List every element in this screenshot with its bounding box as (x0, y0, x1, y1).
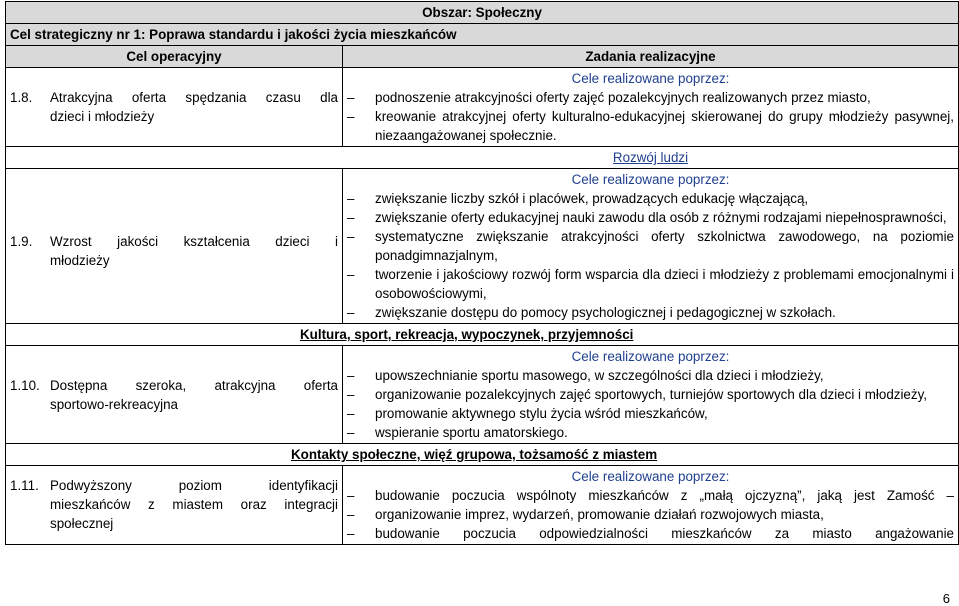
goal-number: 1.9. (10, 234, 33, 249)
column-header-row (6, 46, 959, 68)
goal-title-line: Dostępna szeroka, atrakcyjna oferta (50, 377, 338, 393)
task-item: – upowszechnianie sportu masowego, w szczególności dla dzieci i młodzieży, (347, 368, 824, 383)
page-number: 6 (942, 591, 950, 606)
goal-title-line: młodzieży (50, 253, 110, 268)
task-item: – kreowanie atrakcyjnej oferty kulturalno-edukacyjnej skierowanej do grupy młodzieży pasywnej, niezaangażowanej społecznie. (347, 109, 954, 143)
goal-number: 1.10. (10, 377, 40, 393)
task-item: – zwiększanie dostępu do pomocy psychologicznej i pedagogicznej w szkołach. (347, 305, 836, 320)
goal-realized-label: Cele realizowane poprzez: (571, 469, 730, 484)
dash-bullet-icon: – (347, 109, 355, 124)
goal-title-line: Wzrost jakości kształcenia dzieci i (50, 234, 338, 249)
section-row (6, 147, 959, 169)
dash-bullet-icon: – (347, 425, 355, 440)
section-row (6, 444, 959, 466)
goal-row-1-9 (6, 169, 959, 324)
column-header-operational: Cel operacyjny (6, 46, 343, 68)
section-heading: Rozwój ludzi (612, 150, 689, 165)
operational-goal-cell (6, 169, 343, 324)
goal-title-line: Atrakcyjna oferta spędzania czasu dla (50, 90, 338, 105)
task-item: – wspieranie sportu amatorskiego. (347, 425, 568, 440)
dash-bullet-icon: – (347, 267, 355, 282)
strategic-goal: Cel strategiczny nr 1: Poprawa standardu i jakości życia mieszkańców (6, 24, 959, 46)
dash-bullet-icon: – (347, 488, 355, 503)
tasks-cell (343, 346, 959, 444)
task-item: – podnoszenie atrakcyjności oferty zajęć pozalekcyjnych realizowanych przez miasto, (347, 90, 871, 105)
tasks-cell (343, 466, 959, 545)
dash-bullet-icon: – (347, 368, 355, 383)
column-header-tasks: Zadania realizacyjne (343, 46, 959, 68)
task-list (347, 88, 954, 145)
area-row (6, 2, 959, 24)
task-item: – zwiększanie oferty edukacyjnej nauki zawodu dla osób z różnymi rodzajami niepełnosprawności, (347, 210, 947, 225)
section-cell (6, 444, 959, 466)
operational-goal-cell (6, 466, 343, 545)
task-list (347, 189, 954, 322)
goal-title-line: sportowo-rekreacyjna (50, 396, 179, 412)
goal-title-line: społecznej (50, 516, 114, 531)
goal-title-line: dzieci i młodzieży (50, 109, 155, 124)
task-list (347, 486, 954, 543)
goal-realized-label: Cele realizowane poprzez: (571, 172, 730, 187)
goal-realized-label: Cele realizowane poprzez: (571, 71, 730, 86)
dash-bullet-icon: – (347, 526, 355, 541)
task-item: – systematyczne zwiększanie atrakcyjności oferty szkolnictwa zawodowego, na poziomie ponadgimnazjalnym, (347, 229, 954, 263)
dash-bullet-icon: – (347, 387, 355, 402)
tasks-cell (343, 68, 959, 147)
section-heading: Kultura, sport, rekreacja, wypoczynek, przyjemności (300, 327, 634, 342)
goal-row-1-8 (6, 68, 959, 147)
task-item: – tworzenie i jakościowy rozwój form wsparcia dla dzieci i młodzieży z problemami emocjonalnymi i osobowościowymi, (347, 267, 954, 301)
goal-row-1-11 (6, 466, 959, 545)
tasks-cell (343, 169, 959, 324)
task-item: – budowanie poczucia wspólnoty mieszkańców z „małą ojczyzną”, jaką jest Zamość – (347, 488, 954, 503)
goal-title-line: Podwyższony poziom identyfikacji (50, 478, 338, 493)
operational-goal-cell (6, 68, 343, 147)
goal-row-1-10 (6, 346, 959, 444)
task-item: – organizowanie pozalekcyjnych zajęć sportowych, turniejów sportowych dla dzieci i młodzieży, (347, 387, 927, 402)
task-item: – zwiększanie liczby szkół i placówek, prowadzących edukację włączającą, (347, 191, 809, 206)
dash-bullet-icon: – (347, 191, 355, 206)
section-heading: Kontakty społeczne, więź grupowa, tożsamość z miastem (291, 447, 658, 462)
dash-bullet-icon: – (347, 406, 355, 421)
task-list (347, 366, 954, 442)
strategic-goal-row (6, 24, 959, 46)
section-cell (6, 147, 959, 169)
goal-number: 1.8. (10, 90, 33, 105)
goal-title-line: mieszkańców z miastem oraz integracji (50, 497, 338, 512)
task-item: – organizowanie imprez, wydarzeń, promowanie działań rozwojowych miasta, (347, 507, 824, 522)
section-cell (6, 324, 959, 346)
dash-bullet-icon: – (347, 305, 355, 320)
task-item: – promowanie aktywnego stylu życia wśród mieszkańców, (347, 406, 708, 421)
goals-table (5, 1, 959, 545)
operational-goal-cell (6, 346, 343, 444)
section-row (6, 324, 959, 346)
task-item: – budowanie poczucia odpowiedzialności mieszkańców za miasto angażowanie (347, 526, 954, 541)
dash-bullet-icon: – (347, 90, 355, 105)
dash-bullet-icon: – (347, 210, 355, 225)
dash-bullet-icon: – (347, 229, 355, 244)
dash-bullet-icon: – (347, 507, 355, 522)
goal-realized-label: Cele realizowane poprzez: (571, 349, 730, 364)
area-title: Obszar: Społeczny (6, 2, 959, 24)
goal-number: 1.11. (10, 478, 39, 493)
